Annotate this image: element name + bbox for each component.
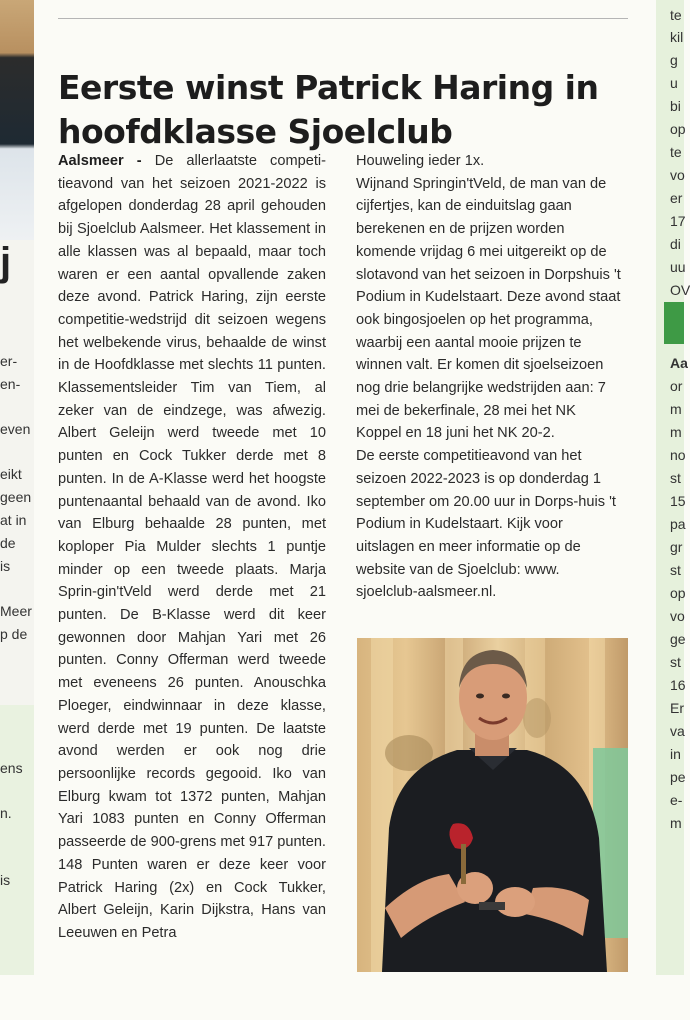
column-2-paragraph-2: Wijnand Springin'tVeld, de man van de cijfertjes, kan de einduitslag gaan berekenen en de prijzen worden komende vrijdag 6 mei uitgereikt op de slotavond van het seizoen in Dorpshuis 't Podium in Kudelstaart. Deze avond staat ook bingosjoelen op het programma, waarbij een aantal mooie prijzen te winnen valt. Er komen dit sjoelseizoen nog drie belangrijke wedstrijden aan: 7 mei de bekerfinale, 28 mei het NK Koppel en 18 juni het NK 20-2. xyxy=(356,175,621,442)
right-fragment: st xyxy=(670,562,681,578)
right-fragment: st xyxy=(670,470,681,486)
left-fragment: n. xyxy=(0,805,12,821)
column-2-paragraph-3: De eerste competitieavond van het seizoen 2022-2023 is op donderdag 1 september om 20.00 uur in Dorps-huis 't Podium in Kudelstaart. Kijk voor uitslagen en meer informatie op de website van de Sjoelclub: www. sjoelclub-aalsmeer.nl. xyxy=(356,448,616,601)
column-1-text: De allerlaatste competi-tieavond van het seizoen 2021-2022 is afgelopen donderdag 28 april gehouden bij Sjoelclub Aalsmeer. Het klassement in alle klassen was al bepaald, maar toch waren er een aantal opvallende zaken deze avond. Patrick Haring, zijn eerste competitie-wedstrijd dit seizoen wegens het welbekende virus, behaalde de winst in de Hoofdklasse met slechts 11 punten. Klassementsleider Tim van Tiem, al zeker van de eindzege, was afwezig. Albert Geleijn werd tweede met 10 punten en Cock Tukker derde met 8 punten. In de A-Klasse werd het hoogste puntenaantal behaald van de avond. Iko van Elburg behaalde 28 punten, met koploper Pia Mulder slechts 1 puntje minder op een tweede plaats. Marja Sprin-gin'tVeld werd derde met 21 punten. De B-Klasse werd dit keer gewonnen door Mahjan Yari met 26 punten. Conny Offerman werd tweede met eveneens 26 punten. Anouschka Ploeger, eindwinnaar in deze klasse, werd derde met 19 punten. De laatste avond werden er ook nog drie persoonlijke records gegooid. Iko van Elburg kwam tot 1372 punten, Mahjan Yari 1083 punten en Conny Offerman passeerde de 900-grens met 917 punten. 148 Punten waren er deze keer voor Patrick Haring (2x) en Cock Tukker, Albert Geleijn, Karin Dijkstra, Hans van Leeuwen en Petra xyxy=(58,153,326,941)
left-fragment: en- xyxy=(0,376,21,392)
right-fragment: ge xyxy=(670,631,686,647)
article-photo xyxy=(357,638,628,972)
right-fragment: e- xyxy=(670,792,683,808)
left-fragment: even xyxy=(0,421,31,437)
left-fragment: de xyxy=(0,535,16,551)
left-fragment: p de xyxy=(0,626,28,642)
right-fragment: Aa xyxy=(670,355,688,371)
right-column-fragment xyxy=(656,0,690,975)
top-divider xyxy=(58,18,628,19)
right-fragment: OV xyxy=(670,282,690,298)
right-fragment: u xyxy=(670,75,678,91)
right-fragment: Er xyxy=(670,700,684,716)
left-fragment: at in xyxy=(0,512,27,528)
right-fragment: vo xyxy=(670,608,685,624)
right-fragment: er xyxy=(670,190,683,206)
left-fragment: is xyxy=(0,872,11,888)
right-fragment: vo xyxy=(670,167,685,183)
winner-photo-illustration xyxy=(357,638,628,972)
dateline: Aalsmeer - xyxy=(58,153,142,169)
right-fragment: 15 xyxy=(670,493,686,509)
right-fragment: op xyxy=(670,585,686,601)
right-fragment: m xyxy=(670,424,682,440)
left-fragment: is xyxy=(0,558,11,574)
right-fragment: uu xyxy=(670,259,686,275)
column-2-paragraph-1: Houweling ieder 1x. xyxy=(356,153,485,169)
right-fragment: te xyxy=(670,144,682,160)
right-fragment: or xyxy=(670,378,683,394)
right-fragment: op xyxy=(670,121,686,137)
right-fragment: gr xyxy=(670,539,683,555)
right-fragment: kil xyxy=(670,29,684,45)
article-column-2 xyxy=(356,150,624,604)
left-column-fragment xyxy=(0,0,34,975)
right-fragment: di xyxy=(670,236,681,252)
left-fragment: er- xyxy=(0,353,18,369)
right-fragment: va xyxy=(670,723,685,739)
article-headline: Eerste winst Patrick Haring in hoofdklasse Sjoelclub xyxy=(58,68,599,152)
right-fragment: 17 xyxy=(670,213,686,229)
left-fragment: eikt xyxy=(0,466,22,482)
right-fragment: bi xyxy=(670,98,681,114)
right-fragment: st xyxy=(670,654,681,670)
right-fragment: m xyxy=(670,815,682,831)
left-fragment: geen xyxy=(0,489,32,505)
left-fragment: Meer xyxy=(0,603,32,619)
article-column-1 xyxy=(58,150,326,945)
cropped-photo-edge xyxy=(0,0,34,240)
right-fragment: in xyxy=(670,746,681,762)
left-fragment: ens xyxy=(0,760,23,776)
right-fragment: g xyxy=(670,52,678,68)
right-fragment: m xyxy=(670,401,682,417)
column-1-paragraph xyxy=(58,150,326,945)
right-fragment: 16 xyxy=(670,677,686,693)
green-heading-tag xyxy=(664,302,684,344)
green-info-box-edge xyxy=(0,705,34,975)
right-fragment: te xyxy=(670,7,682,23)
right-fragment: pe xyxy=(670,769,686,785)
cropped-headline-letter: j xyxy=(0,240,12,284)
right-fragment: pa xyxy=(670,516,686,532)
right-fragment: no xyxy=(670,447,686,463)
